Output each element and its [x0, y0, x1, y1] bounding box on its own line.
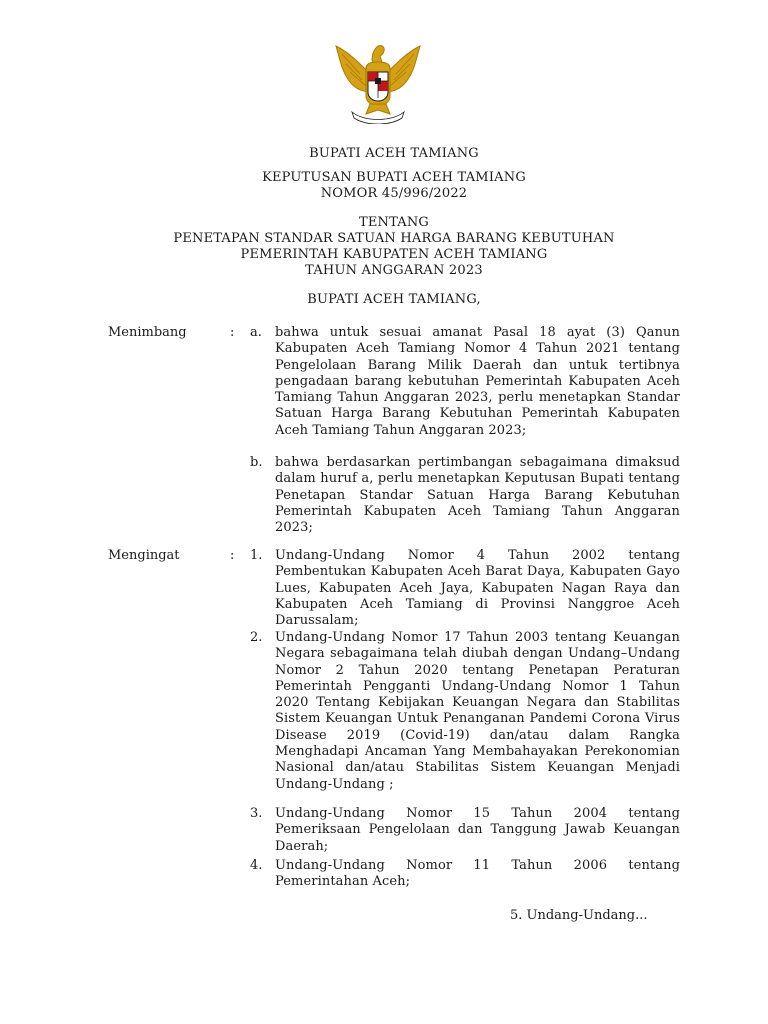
menimbang-label: Menimbang	[108, 325, 187, 340]
mengingat-label: Mengingat	[108, 548, 180, 563]
mengingat-item-4-text: Undang-Undang Nomor 11 Tahun 2006 tentang Pemerintahan Aceh;	[275, 858, 680, 890]
subject-line-3: TAHUN ANGGARAN 2023	[305, 263, 483, 278]
mengingat-item-3-text: Undang-Undang Nomor 15 Tahun 2004 tentang Pemeriksaan Pengelolaan dan Tanggung Jawab Keuangan Daerah;	[275, 806, 680, 854]
emblem-tail	[366, 104, 390, 114]
regent-title: BUPATI ACEH TAMIANG	[309, 146, 479, 161]
mengingat-item-1-text: Undang-Undang Nomor 4 Tahun 2002 tentang Pembentukan Kabupaten Aceh Barat Daya, Kabupaten Gayo Lues, Kabupaten Aceh Jaya, Kabupaten Nagan Raya dan Kabupaten Aceh Tamiang di Provinsi Nanggroe Aceh Darussalam;	[275, 548, 680, 629]
menimbang-item-a-marker: a.	[250, 325, 262, 340]
mengingat-item-4-marker: 4.	[250, 858, 263, 873]
mengingat-colon: :	[230, 548, 235, 563]
garuda-pancasila-emblem	[330, 38, 426, 124]
mengingat-item-1-marker: 1.	[250, 548, 263, 563]
subject-line-2: PEMERINTAH KABUPATEN ACEH TAMIANG	[240, 247, 548, 262]
menimbang-item-a-text: bahwa untuk sesuai amanat Pasal 18 ayat (3) Qanun Kabupaten Aceh Tamiang Nomor 4 Tahun 2021 tentang Pengelolaan Barang Milik Daerah dan untuk tertibnya pengadaan barang kebutuhan Pemerintah Kabupaten Aceh Tamiang Tahun Anggaran 2023, perlu menetapkan Standar Satuan Harga Barang Kebutuhan Pemerintah Kabupaten Aceh Tamiang Tahun Anggaran 2023;	[275, 325, 680, 438]
regent-address: BUPATI ACEH TAMIANG,	[307, 292, 481, 307]
subject-line-1: PENETAPAN STANDAR SATUAN HARGA BARANG KEBUTUHAN	[173, 231, 615, 246]
menimbang-item-b-text: bahwa berdasarkan pertimbangan sebagaimana dimaksud dalam huruf a, perlu menetapkan Keputusan Bupati tentang Penetapan Standar Satuan Harga Barang Kebutuhan Pemerintah Kabupaten Aceh Tamiang Tahun Anggaran 2023;	[275, 455, 680, 536]
decree-title: KEPUTUSAN BUPATI ACEH TAMIANG	[262, 170, 526, 185]
about-heading: TENTANG	[358, 215, 430, 230]
menimbang-colon: :	[230, 325, 235, 340]
mengingat-item-3-marker: 3.	[250, 806, 263, 821]
mengingat-item-2-text: Undang-Undang Nomor 17 Tahun 2003 tentang Keuangan Negara sebagaimana telah diubah dengan Undang–Undang Nomor 2 Tahun 2020 tentang Penetapan Peraturan Pemerintah Pengganti Undang-Undang Nomor 1 Tahun 2020 Tentang Kebijakan Keuangan Negara dan Stabilitas Sistem Keuangan Untuk Penanganan Pandemi Corona Virus Disease 2019 (Covid-19) dan/atau dalam Rangka Menghadapi Ancaman Yang Membahayakan Perekonomian Nasional dan/atau Stabilitas Sistem Keuangan Menjadi Undang-Undang ;	[275, 630, 680, 792]
emblem-banner	[352, 112, 404, 124]
mengingat-item-2-marker: 2.	[250, 630, 263, 645]
menimbang-item-b-marker: b.	[250, 455, 263, 470]
decree-number: NOMOR 45/996/2022	[320, 186, 468, 201]
page-continuation-marker: 5. Undang-Undang...	[510, 908, 648, 923]
emblem-head	[372, 46, 384, 64]
